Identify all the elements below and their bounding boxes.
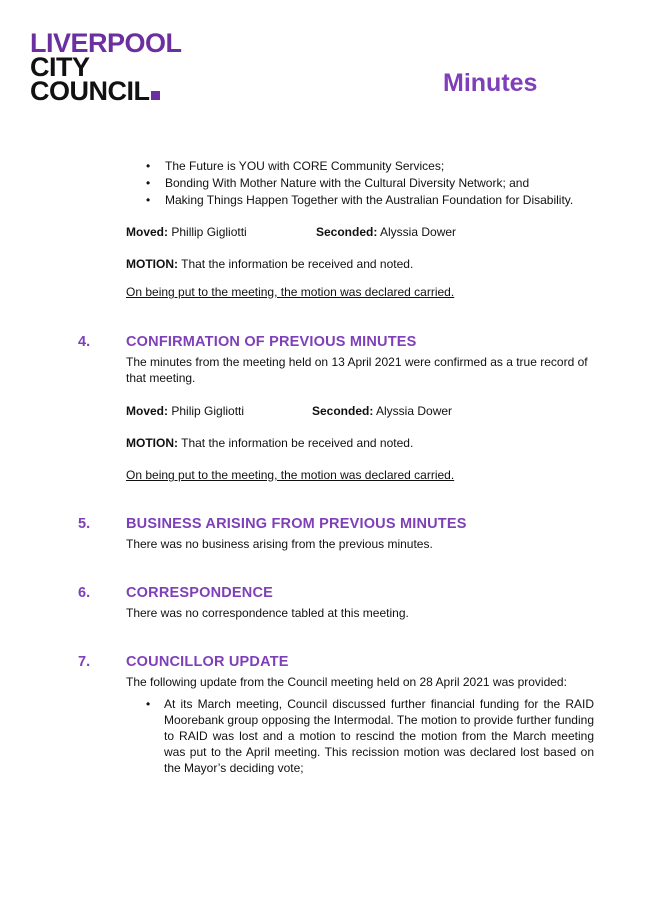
bullet-icon: • <box>146 159 151 173</box>
section-title: BUSINESS ARISING FROM PREVIOUS MINUTES <box>126 516 467 532</box>
logo-square-icon <box>151 91 160 100</box>
seconded-line: Seconded: Alyssia Dower <box>312 404 453 418</box>
list-item: • The Future is YOU with CORE Community Services; <box>146 159 445 173</box>
page-title: Minutes <box>443 69 538 97</box>
section-text: There was no correspondence tabled at this meeting. <box>126 606 409 620</box>
bullet-icon: • <box>146 697 151 711</box>
section-number: 4. <box>78 334 91 350</box>
section-title: CONFIRMATION OF PREVIOUS MINUTES <box>126 334 417 350</box>
list-item: • Bonding With Mother Nature with the Cultural Diversity Network; and <box>146 176 530 190</box>
list-item <box>144 696 594 776</box>
councillor-update-text: At its March meeting, Council discussed further financial funding for the RAID Moorebank group opposing the Intermodal. The motion to provide further funding to RAID was lost and a motion to rescind the motion from the March meeting was put to the April meeting. This recission motion was declared lost based on the Mayor’s deciding vote; <box>164 697 594 775</box>
section-number: 6. <box>78 585 91 601</box>
logo-line-council <box>30 76 210 106</box>
motion-result: On being put to the meeting, the motion was declared carried. <box>126 285 455 299</box>
intro-bullet-list <box>144 158 604 209</box>
motion-line: MOTION: That the information be received and noted. <box>126 257 414 271</box>
moved-line: Moved: Phillip Gigliotti <box>126 225 247 239</box>
seconded-line: Seconded: Alyssia Dower <box>316 225 457 239</box>
section-text: The minutes from the meeting held on 13 April 2021 were confirmed as a true record of that meeting. <box>126 355 588 385</box>
bullet-icon: • <box>146 193 151 207</box>
logo-line-city: CITY <box>30 52 90 82</box>
moved-line: Moved: Philip Gigliotti <box>126 404 245 418</box>
section-title: CORRESPONDENCE <box>126 585 274 601</box>
liverpool-city-council-logo <box>30 28 210 106</box>
bullet-icon: • <box>146 176 151 190</box>
section-text: The following update from the Council meeting held on 28 April 2021 was provided: <box>126 675 567 689</box>
motion-result: On being put to the meeting, the motion was declared carried. <box>126 468 455 482</box>
section-title: COUNCILLOR UPDATE <box>126 654 289 670</box>
logo-council-text: COUNCIL <box>30 76 150 106</box>
section-number: 5. <box>78 516 91 532</box>
section-number: 7. <box>78 654 91 670</box>
motion-line: MOTION: That the information be received and noted. <box>126 436 414 450</box>
list-item: • Making Things Happen Together with the Australian Foundation for Disability. <box>146 193 574 207</box>
logo-line-liverpool: LIVERPOOL <box>30 28 182 58</box>
section-text: There was no business arising from the previous minutes. <box>126 537 433 551</box>
